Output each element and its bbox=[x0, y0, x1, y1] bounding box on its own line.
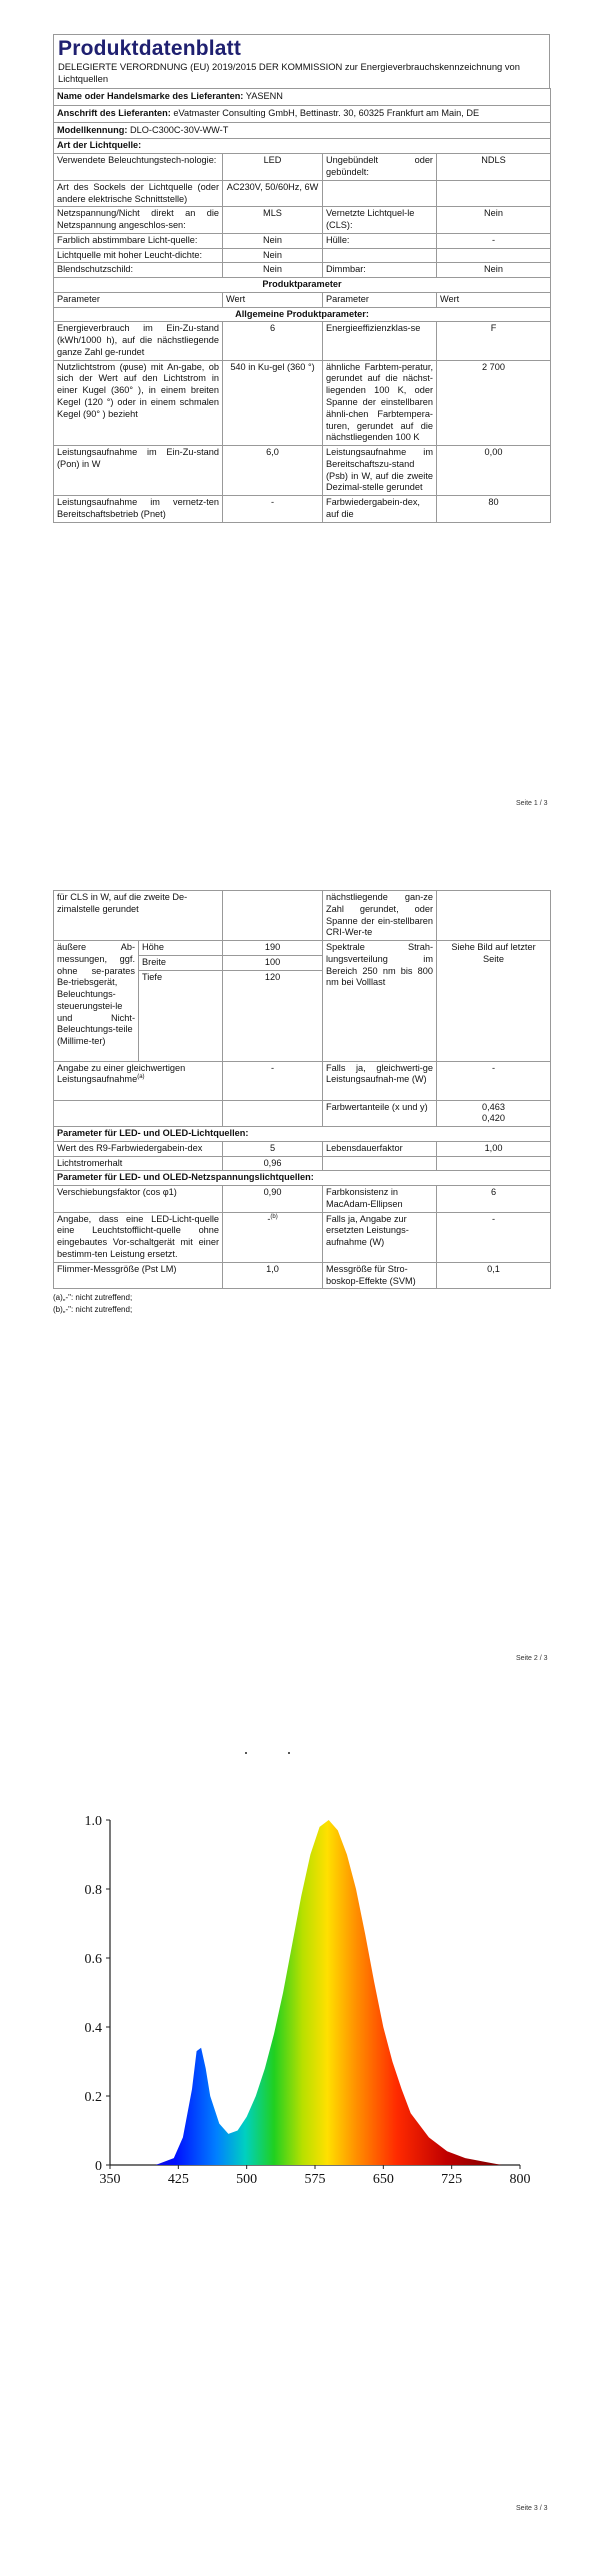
table-row bbox=[54, 1061, 551, 1100]
row-label: Netzspannung/Nicht direkt an die Netzspannung angeschlos-sen: bbox=[54, 207, 223, 234]
row-label: Energieverbrauch im Ein-Zu-stand (kWh/1000 h), auf die nächstliegende ganze Zahl ge-rundet bbox=[54, 322, 223, 360]
address-row bbox=[54, 105, 551, 122]
light-type-heading-row bbox=[54, 139, 551, 154]
spectrum-area bbox=[110, 1820, 520, 2165]
table-row bbox=[54, 1100, 551, 1127]
row-label: Farblich abstimmbare Licht-quelle: bbox=[54, 233, 223, 248]
page-number-1: Seite 1 / 3 bbox=[516, 800, 548, 807]
y-tick-label: 0.2 bbox=[85, 2090, 102, 2105]
row-label: Lebensdauerfaktor bbox=[323, 1141, 437, 1156]
row-value: 0,96 bbox=[223, 1156, 323, 1171]
col-param-2: Parameter bbox=[323, 292, 437, 307]
equivalent-power-label bbox=[54, 1061, 223, 1100]
mains-heading-row bbox=[54, 1171, 551, 1186]
page-number-2: Seite 2 / 3 bbox=[516, 1655, 548, 1662]
footnote-b: (b)„-": nicht zutreffend; bbox=[53, 1304, 133, 1314]
row-value: AC230V, 50/60Hz, 6W bbox=[223, 180, 323, 207]
row-value: Nein bbox=[223, 263, 323, 278]
table-row bbox=[54, 1156, 551, 1171]
row-label: Falls ja, gleichwerti-ge Leistungsaufnah-me (W) bbox=[323, 1061, 437, 1100]
dim-value: 120 bbox=[223, 970, 323, 1061]
row-value: F bbox=[437, 322, 551, 360]
equivalent-power-text: Angabe zu einer gleichwertigen Leistungsaufnahme bbox=[57, 1062, 186, 1085]
row-label: Flimmer-Messgröße (Pst LM) bbox=[54, 1262, 223, 1289]
x-tick-label: 650 bbox=[372, 2172, 394, 2187]
dim-name: Breite bbox=[139, 955, 223, 970]
x-tick-label: 800 bbox=[509, 2172, 531, 2187]
row-label: Energieeffizienzklas-se bbox=[323, 322, 437, 360]
dim-value: 190 bbox=[223, 941, 323, 956]
row-value: 5 bbox=[223, 1141, 323, 1156]
row-value: 6,0 bbox=[223, 446, 323, 496]
spectral-value: Siehe Bild auf letzter Seite bbox=[437, 941, 551, 1062]
row-label: Angabe, dass eine LED-Licht-quelle eine Leuchtstofflicht-quelle ohne eingebautes Vor-schaltgerät mit einer bestimm-ten Leistung ersetzt. bbox=[54, 1212, 223, 1262]
page-title: Produktdatenblatt bbox=[58, 37, 242, 60]
model: DLO-C300C-30V-WW-T bbox=[130, 124, 229, 135]
footnote-marker: (b) bbox=[270, 1213, 278, 1220]
params-heading: Produktparameter bbox=[54, 278, 551, 293]
row-label bbox=[54, 1100, 223, 1127]
x-tick-label: 350 bbox=[99, 2172, 121, 2187]
table-row bbox=[54, 180, 551, 207]
table-row bbox=[54, 1141, 551, 1156]
row-value: Nein bbox=[437, 263, 551, 278]
row-label: Leistungsaufnahme im vernetz-ten Bereitschaftsbetrieb (Pnet) bbox=[54, 496, 223, 523]
supplier-name-label: Name oder Handelsmarke des Lieferanten: bbox=[57, 91, 244, 102]
row-value: 540 in Ku-gel (360 °) bbox=[223, 360, 323, 445]
x-tick-label: 575 bbox=[304, 2172, 326, 2187]
chromaticity-values bbox=[437, 1100, 551, 1127]
row-value: - bbox=[437, 1061, 551, 1100]
row-value: 6 bbox=[223, 322, 323, 360]
col-value-1: Wert bbox=[223, 292, 323, 307]
y-tick-label: 0.6 bbox=[85, 1952, 102, 1967]
row-label: Dimmbar: bbox=[323, 263, 437, 278]
row-label: Hülle: bbox=[323, 233, 437, 248]
led-heading: Parameter für LED- und OLED-Lichtquellen: bbox=[54, 1127, 551, 1142]
model-label: Modellkennung: bbox=[57, 124, 128, 135]
params-heading-row bbox=[54, 278, 551, 293]
table-row bbox=[54, 496, 551, 523]
row-label: Nutzlichtstrom (φuse) mit An-gabe, ob sich der Wert auf den Lichtstrom in einer Kugel (360° ), in einem breiten Kegel (120 °) oder in einem schmalen Kegel (90° ) bezieht bbox=[54, 360, 223, 445]
supplier-row bbox=[54, 89, 551, 106]
row-label: Verschiebungsfaktor (cos φ1) bbox=[54, 1186, 223, 1213]
x-tick-label: 425 bbox=[167, 2172, 189, 2187]
row-value: LED bbox=[223, 154, 323, 181]
table-row bbox=[54, 263, 551, 278]
row-label: ähnliche Farbtem-peratur, gerundet auf die nächst-liegenden 100 K, oder Spanne der einstellbaren ähnli-chen Farbtempera-turen, gerundet auf die nächstliegenden 100 K bbox=[323, 360, 437, 445]
row-label: Farbwiedergabein-dex, auf die bbox=[323, 496, 437, 523]
row-value bbox=[223, 1100, 323, 1127]
row-label: Vernetzte Lichtquel-le (CLS): bbox=[323, 207, 437, 234]
row-value: 1,00 bbox=[437, 1141, 551, 1156]
address-label: Anschrift des Lieferanten: bbox=[57, 107, 171, 118]
row-value: 0,00 bbox=[437, 446, 551, 496]
equivalent-power-value: - bbox=[223, 1061, 323, 1100]
table-row bbox=[54, 248, 551, 263]
datasheet-table-2 bbox=[53, 890, 551, 1289]
row-value bbox=[437, 180, 551, 207]
led-heading-row bbox=[54, 1127, 551, 1142]
row-label: Lichtstromerhalt bbox=[54, 1156, 223, 1171]
page-2 bbox=[53, 890, 550, 1315]
page-1 bbox=[53, 34, 550, 523]
y-tick-label: 0 bbox=[95, 2159, 102, 2174]
dim-name: Höhe bbox=[139, 941, 223, 956]
table-row bbox=[54, 233, 551, 248]
row-label bbox=[323, 180, 437, 207]
row-label: Lichtquelle mit hoher Leucht-dichte: bbox=[54, 248, 223, 263]
y-tick-label: 1.0 bbox=[85, 1814, 102, 1829]
row-value: 80 bbox=[437, 496, 551, 523]
row-label: nächstliegende gan-ze Zahl gerundet, oder Spanne der ein-stellbaren CRI-Wer-te bbox=[323, 891, 437, 941]
row-value: 1,0 bbox=[223, 1262, 323, 1289]
address: eVatmaster Consulting GmbH, Bettinastr. 30, 60325 Frankfurt am Main, DE bbox=[173, 107, 480, 118]
row-value: Nein bbox=[223, 233, 323, 248]
table-row bbox=[54, 1262, 551, 1289]
page-number-3: Seite 3 / 3 bbox=[516, 2505, 548, 2512]
dimensions-label: äußere Ab-messungen, ggf. ohne se-parates Be-triebsgerät, Beleuchtungs-steuerungstei-le und Nicht-Beleuchtungs-teile (Millime-ter) bbox=[54, 941, 139, 1062]
table-row bbox=[54, 446, 551, 496]
row-value bbox=[223, 1212, 323, 1262]
params-colheads-row bbox=[54, 292, 551, 307]
row-label: Leistungsaufnahme im Ein-Zu-stand (Pon) in W bbox=[54, 446, 223, 496]
row-value bbox=[437, 891, 551, 941]
footnotes bbox=[53, 1292, 550, 1314]
y-tick-label: 0.4 bbox=[85, 2021, 102, 2036]
row-label: Ungebündelt oder gebündelt: bbox=[323, 154, 437, 181]
row-value: MLS bbox=[223, 207, 323, 234]
col-value-2: Wert bbox=[437, 292, 551, 307]
header-box bbox=[53, 34, 550, 88]
row-label: Blendschutzschild: bbox=[54, 263, 223, 278]
table-row bbox=[54, 207, 551, 234]
spectral-label: Spektrale Strah-lungsverteilung im Bereich 250 nm bis 800 nm bei Volllast bbox=[323, 941, 437, 1062]
datasheet-table-1 bbox=[53, 88, 551, 523]
table-row bbox=[54, 322, 551, 360]
x-tick-label: 500 bbox=[236, 2172, 258, 2187]
row-value: 2 700 bbox=[437, 360, 551, 445]
row-label bbox=[323, 1156, 437, 1171]
row-value: 6 bbox=[437, 1186, 551, 1213]
dimensions-row bbox=[54, 941, 551, 956]
row-label: Art des Sockels der Lichtquelle (oder andere elektrische Schnittstelle) bbox=[54, 180, 223, 207]
row-label: Falls ja, Angabe zur ersetzten Leistungs-aufnahme (W) bbox=[323, 1212, 437, 1262]
general-heading-row bbox=[54, 307, 551, 322]
row-label: für CLS in W, auf die zweite De-zimalstelle gerundet bbox=[54, 891, 223, 941]
spectral-distribution-chart bbox=[85, 1800, 545, 2200]
row-label: Verwendete Beleuchtungstech-nologie: bbox=[54, 154, 223, 181]
row-value: Nein bbox=[223, 248, 323, 263]
stray-mark bbox=[288, 1752, 290, 1754]
row-value bbox=[437, 1156, 551, 1171]
model-row bbox=[54, 122, 551, 139]
x-tick-label: 725 bbox=[441, 2172, 463, 2187]
y-tick-label: 0.8 bbox=[85, 1883, 102, 1898]
row-value: 0,90 bbox=[223, 1186, 323, 1213]
footnote-a: (a)„-": nicht zutreffend; bbox=[53, 1293, 133, 1303]
regulation-text: DELEGIERTE VERORDNUNG (EU) 2019/2015 DER KOMMISSION zur Energieverbrauchskennzeichnung von Lichtquellen bbox=[58, 61, 520, 85]
table-row bbox=[54, 360, 551, 445]
dim-value: 100 bbox=[223, 955, 323, 970]
footnote-marker: (a) bbox=[137, 1074, 145, 1081]
chromaticity-label: Farbwertanteile (x und y) bbox=[323, 1100, 437, 1127]
row-value bbox=[223, 891, 323, 941]
table-row bbox=[54, 891, 551, 941]
chromaticity-x: 0,463 bbox=[482, 1101, 506, 1112]
replace-value: - bbox=[267, 1213, 271, 1224]
row-label bbox=[323, 248, 437, 263]
row-label: Messgröße für Stro-boskop-Effekte (SVM) bbox=[323, 1262, 437, 1289]
col-param-1: Parameter bbox=[54, 292, 223, 307]
row-value: - bbox=[437, 1212, 551, 1262]
row-label: Wert des R9-Farbwiedergabein-dex bbox=[54, 1141, 223, 1156]
dim-name: Tiefe bbox=[139, 970, 223, 1061]
mains-heading: Parameter für LED- und OLED-Netzspannungslichtquellen: bbox=[54, 1171, 551, 1186]
row-value: - bbox=[437, 233, 551, 248]
chromaticity-y: 0,420 bbox=[482, 1113, 506, 1124]
table-row bbox=[54, 1212, 551, 1262]
supplier-name: YASENN bbox=[245, 91, 283, 102]
table-row bbox=[54, 1186, 551, 1213]
general-heading: Allgemeine Produktparameter: bbox=[54, 307, 551, 322]
row-value: 0,1 bbox=[437, 1262, 551, 1289]
row-label: Farbkonsistenz in MacAdam-Ellipsen bbox=[323, 1186, 437, 1213]
row-value: Nein bbox=[437, 207, 551, 234]
row-label: Leistungsaufnahme im Bereitschaftszu-stand (Psb) in W, auf die zweite Dezimal-stelle gerundet bbox=[323, 446, 437, 496]
table-row bbox=[54, 154, 551, 181]
light-type-heading: Art der Lichtquelle: bbox=[54, 139, 551, 154]
row-value: - bbox=[223, 496, 323, 523]
stray-mark bbox=[245, 1752, 247, 1754]
row-value: NDLS bbox=[437, 154, 551, 181]
row-value bbox=[437, 248, 551, 263]
